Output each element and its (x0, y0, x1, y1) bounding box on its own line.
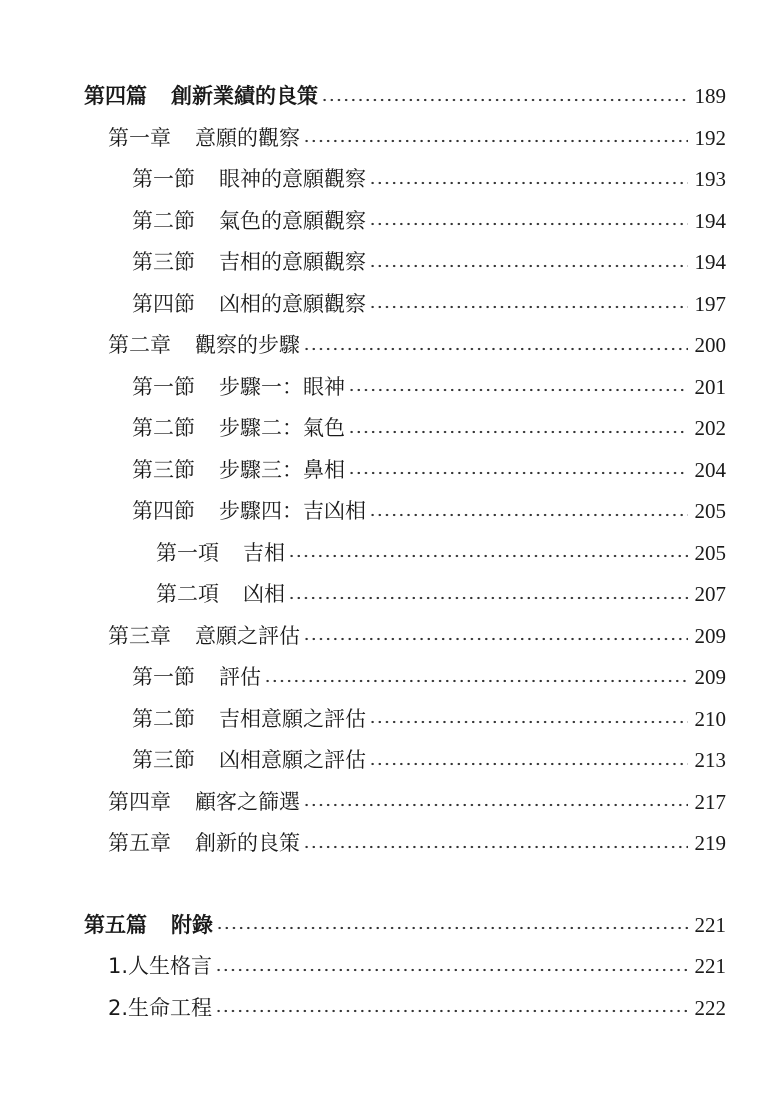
toc-entry-section[interactable] (0, 242, 779, 284)
entry-page-number: 209 (694, 623, 726, 648)
toc-entry-part-5[interactable] (0, 905, 779, 947)
entry-title: 眼神的意願觀察 (219, 167, 366, 192)
entry-number: 第一章 (108, 125, 171, 150)
entry-number: 第一項 (156, 540, 219, 565)
dot-leader (303, 139, 688, 143)
entry-title: 凶相意願之評估 (219, 748, 366, 773)
entry-page-number: 204 (694, 457, 726, 482)
entry-page-number: 207 (694, 582, 726, 607)
entry-number: 第三節 (132, 457, 195, 482)
entry-number: 第二節 (132, 706, 195, 731)
toc-entry-section[interactable] (0, 159, 779, 201)
toc-entry-chapter-5[interactable] (0, 823, 779, 865)
entry-page-number: 194 (694, 208, 726, 233)
entry-title: 凶相 (243, 582, 285, 607)
toc-entry-section[interactable] (0, 491, 779, 533)
entry-title: 創新的良策 (195, 831, 300, 856)
toc-entry-chapter-2[interactable] (0, 325, 779, 367)
dot-leader (369, 181, 688, 185)
entry-page-number: 219 (694, 831, 726, 856)
toc-entry-section[interactable] (0, 201, 779, 243)
entry-page-number: 221 (694, 912, 726, 937)
entry-page-number: 202 (694, 416, 726, 441)
toc-entry-section[interactable] (0, 740, 779, 782)
toc-entry-item[interactable] (0, 533, 779, 575)
toc-entry-chapter-3[interactable] (0, 616, 779, 658)
dot-leader (321, 98, 688, 102)
entry-page-number: 209 (694, 665, 726, 690)
toc-entry-item[interactable] (0, 574, 779, 616)
dot-leader (369, 264, 688, 268)
entry-page-number: 205 (694, 499, 726, 524)
entry-number: 第四節 (132, 499, 195, 524)
toc-entry-appendix-item[interactable] (0, 988, 779, 1030)
entry-number: 第一節 (132, 374, 195, 399)
dot-leader (369, 762, 688, 766)
entry-title: 凶相的意願觀察 (219, 291, 366, 316)
dot-leader (369, 305, 688, 309)
dot-leader (288, 596, 688, 600)
entry-title: 觀察的步驟 (195, 333, 300, 358)
entry-number: 第三節 (132, 250, 195, 275)
entry-title: 創新業績的良策 (171, 84, 318, 109)
entry-number: 第四篇 (84, 84, 147, 109)
entry-page-number: 217 (694, 789, 726, 814)
entry-title: 附錄 (171, 912, 213, 937)
entry-number: 第二項 (156, 582, 219, 607)
entry-title: 步驟四：吉凶相 (219, 499, 366, 524)
dot-leader (369, 222, 688, 226)
entry-number: 第三章 (108, 623, 171, 648)
entry-number: 第四節 (132, 291, 195, 316)
dot-leader (348, 471, 688, 475)
entry-page-number: 194 (694, 250, 726, 275)
toc-entry-section[interactable] (0, 657, 779, 699)
toc-entry-chapter-4[interactable] (0, 782, 779, 824)
toc-entry-chapter-1[interactable] (0, 118, 779, 160)
entry-page-number: 213 (694, 748, 726, 773)
entry-number: 第二章 (108, 333, 171, 358)
entry-title: 氣色的意願觀察 (219, 208, 366, 233)
dot-leader (303, 803, 688, 807)
toc-entry-section[interactable] (0, 284, 779, 326)
dot-leader (215, 968, 688, 972)
dot-leader (303, 347, 688, 351)
entry-number: 第二節 (132, 416, 195, 441)
entry-title: 步驟一：眼神 (219, 374, 345, 399)
toc-entry-part-4[interactable] (0, 76, 779, 118)
dot-leader (303, 845, 688, 849)
entry-title: 吉相意願之評估 (219, 706, 366, 731)
toc-entry-section[interactable] (0, 450, 779, 492)
entry-title: 吉相的意願觀察 (219, 250, 366, 275)
entry-page-number: 200 (694, 333, 726, 358)
dot-leader (303, 637, 688, 641)
dot-leader (215, 1009, 688, 1013)
entry-number: 第一節 (132, 167, 195, 192)
entry-page-number: 201 (694, 374, 726, 399)
dot-leader (348, 388, 688, 392)
entry-title: 意願的觀察 (195, 125, 300, 150)
dot-leader (216, 926, 688, 930)
dot-leader (369, 513, 688, 517)
entry-title: 2.生命工程 (108, 995, 213, 1020)
entry-page-number: 189 (694, 84, 726, 109)
entry-title: 步驟三：鼻相 (219, 457, 345, 482)
entry-number: 第一節 (132, 665, 195, 690)
entry-number: 第三節 (132, 748, 195, 773)
entry-number: 第五篇 (84, 912, 147, 937)
entry-number: 第四章 (108, 789, 171, 814)
entry-title: 評估 (219, 665, 261, 690)
entry-page-number: 193 (694, 167, 726, 192)
toc-entry-section[interactable] (0, 699, 779, 741)
dot-leader (264, 679, 688, 683)
toc-entry-appendix-item[interactable] (0, 946, 779, 988)
entry-page-number: 197 (694, 291, 726, 316)
entry-page-number: 221 (694, 954, 726, 979)
entry-page-number: 192 (694, 125, 726, 150)
dot-leader (369, 720, 688, 724)
entry-title: 意願之評估 (195, 623, 300, 648)
toc-entry-section[interactable] (0, 408, 779, 450)
dot-leader (288, 554, 688, 558)
entry-title: 顧客之篩選 (195, 789, 300, 814)
entry-title: 步驟二：氣色 (219, 416, 345, 441)
entry-title: 1.人生格言 (108, 954, 213, 979)
entry-number: 第二節 (132, 208, 195, 233)
table-of-contents (0, 76, 779, 1029)
toc-entry-section[interactable] (0, 367, 779, 409)
entry-page-number: 222 (694, 995, 726, 1020)
entry-page-number: 210 (694, 706, 726, 731)
dot-leader (348, 430, 688, 434)
entry-title: 吉相 (243, 540, 285, 565)
entry-number: 第五章 (108, 831, 171, 856)
entry-page-number: 205 (694, 540, 726, 565)
